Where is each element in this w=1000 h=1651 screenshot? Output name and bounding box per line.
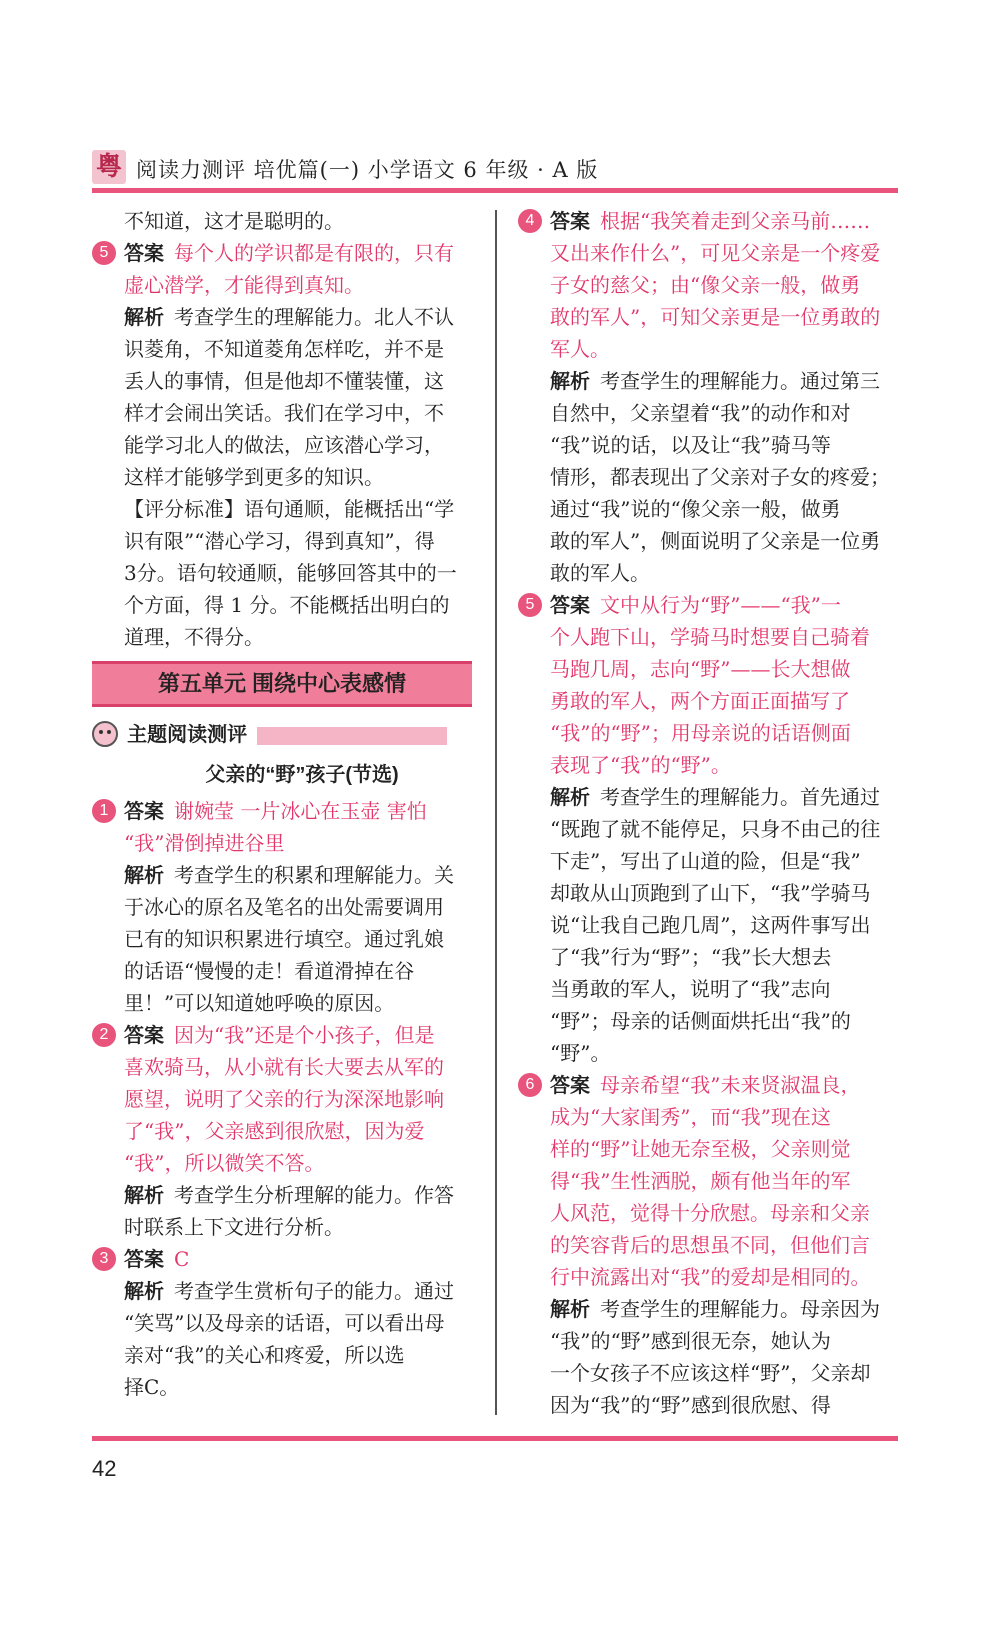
analysis-text: 敢的军人”，侧面说明了父亲是一位勇: [550, 529, 881, 553]
analysis-text: 自然中，父亲望着“我”的动作和对: [550, 401, 851, 425]
answer-line: [518, 205, 900, 237]
answer-text: 军人。: [550, 337, 610, 361]
analysis-label: 解析: [550, 787, 590, 809]
analysis-text: “野”；母亲的话侧面烘托出“我”的: [550, 1009, 851, 1033]
answer-text: C: [174, 1247, 190, 1271]
analysis-text: 时联系上下文进行分析。: [124, 1215, 344, 1239]
question-number-badge: 6: [518, 1073, 542, 1097]
left-column: [92, 205, 472, 1403]
answer-text: 表现了“我”的“野”。: [550, 753, 731, 777]
analysis-text: 考查学生的积累和理解能力。关: [174, 863, 454, 887]
analysis-text: 一个女孩子不应该这样“野”，父亲却: [550, 1361, 871, 1385]
scoring-standard: 识有限”“潜心学习，得到真知”，得: [124, 529, 435, 553]
answer-text: 人风范，觉得十分欣慰。母亲和父亲: [550, 1201, 870, 1225]
analysis-text: 却敢从山顶跑到了山下，“我”学骑马: [550, 881, 871, 905]
analysis-text: “野”。: [550, 1041, 611, 1065]
answer-text: 敢的军人”，可知父亲更是一位勇敢的: [550, 305, 881, 329]
answer-text: 谢婉莹 一片冰心在玉壶 害怕: [174, 799, 427, 823]
analysis-text: “我”的“野”感到很无奈，她认为: [550, 1329, 831, 1353]
analysis-text: 里！”可以知道她呼唤的原因。: [124, 991, 395, 1015]
analysis-text: 因为“我”的“野”感到很欣慰、得: [550, 1393, 831, 1417]
question-number-badge: 2: [92, 1023, 116, 1047]
analysis-label: 解析: [124, 1185, 164, 1207]
answer-text: 又出来作什么”，可见父亲是一个疼爱: [550, 241, 881, 265]
answer-text: 勇敢的军人，两个方面正面描写了: [550, 689, 850, 713]
analysis-text: 考查学生分析理解的能力。作答: [174, 1183, 454, 1207]
analysis-text: 于冰心的原名及笔名的出处需要调用: [124, 895, 444, 919]
analysis-label: 解析: [550, 1299, 590, 1321]
footer-rule: [92, 1436, 898, 1441]
analysis-text: 择C。: [124, 1375, 180, 1399]
question-number-badge: 4: [518, 209, 542, 233]
scoring-standard: 3分。语句较通顺，能够回答其中的一: [124, 561, 457, 585]
answer-line: [92, 237, 472, 269]
header-title: 阅读力测评 培优篇(一) 小学语文 6 年级 · A 版: [136, 158, 599, 182]
text-line: 不知道，这才是聪明的。: [124, 209, 344, 233]
analysis-text: 了“我”行为“野”；“我”长大想去: [550, 945, 832, 969]
answer-line: [92, 1019, 472, 1051]
question-number-badge: 5: [92, 241, 116, 265]
analysis-line: [518, 1293, 900, 1325]
scoring-standard: 道理，不得分。: [124, 625, 264, 649]
analysis-text: 这样才能够学到更多的知识。: [124, 465, 384, 489]
analysis-text: 考查学生的理解能力。通过第三: [600, 369, 880, 393]
answer-text: 虚心潜学，才能得到真知。: [124, 273, 364, 297]
question-number-badge: 1: [92, 799, 116, 823]
answer-text: 了“我”，父亲感到很欣慰，因为爱: [124, 1119, 425, 1143]
analysis-line: [518, 781, 900, 813]
answer-label: 答案: [550, 1075, 590, 1097]
answer-text: 得“我”生性洒脱，颇有他当年的军: [550, 1169, 851, 1193]
analysis-label: 解析: [124, 1281, 164, 1303]
analysis-text: 丢人的事情，但是他却不懂装懂，这: [124, 369, 444, 393]
analysis-label: 解析: [124, 307, 164, 329]
analysis-text: 敢的军人。: [550, 561, 650, 585]
question-number-badge: 5: [518, 593, 542, 617]
section-highlight-bar: [257, 727, 447, 745]
question-number-badge: 3: [92, 1247, 116, 1271]
answer-text: 喜欢骑马，从小就有长大要去从军的: [124, 1055, 444, 1079]
analysis-text: 当勇敢的军人，说明了“我”志向: [550, 977, 831, 1001]
answer-line: [92, 795, 472, 827]
answer-label: 答案: [124, 801, 164, 823]
analysis-text: 识菱角，不知道菱角怎样吃，并不是: [124, 337, 444, 361]
answer-text: 马跑几周，志向“野”——长大想做: [550, 657, 851, 681]
analysis-label: 解析: [550, 371, 590, 393]
answer-text: 子女的慈父；由“像父亲一般，做勇: [550, 273, 861, 297]
section-heading: [92, 715, 472, 755]
reading-mascot-icon: [92, 721, 118, 747]
analysis-line: [518, 365, 900, 397]
analysis-text: 能学习北人的做法，应该潜心学习，: [124, 433, 444, 457]
answer-text: “我”，所以微笑不答。: [124, 1151, 325, 1175]
answer-label: 答案: [550, 595, 590, 617]
answer-text: 愿望，说明了父亲的行为深深地影响: [124, 1087, 444, 1111]
analysis-text: “既跑了就不能停足，只身不由己的往: [550, 817, 881, 841]
answer-text: 的笑容背后的思想虽不同，但他们言: [550, 1233, 870, 1257]
analysis-text: 通过“我”说的“像父亲一般，做勇: [550, 497, 841, 521]
unit-banner: 第五单元 围绕中心表感情: [92, 661, 472, 707]
answer-text: 每个人的学识都是有限的，只有: [174, 241, 454, 265]
answer-text: 根据“我笑着走到父亲马前……: [600, 209, 871, 233]
analysis-text: 下走”，写出了山道的险，但是“我”: [550, 849, 861, 873]
header-rule: [92, 188, 898, 193]
publisher-logo: 粤: [92, 150, 126, 184]
analysis-text: 考查学生赏析句子的能力。通过: [174, 1279, 454, 1303]
analysis-text: 已有的知识积累进行填空。通过乳娘: [124, 927, 444, 951]
right-column: [518, 205, 900, 1421]
analysis-text: 考查学生的理解能力。北人不认: [174, 305, 454, 329]
page-header: [92, 148, 898, 192]
answer-text: 成为“大家闺秀”，而“我”现在这: [550, 1105, 831, 1129]
answer-line: [92, 1243, 472, 1275]
answer-text: 个人跑下山，学骑马时想要自己骑着: [550, 625, 870, 649]
page-number: 42: [92, 1456, 117, 1481]
analysis-line: [92, 1179, 472, 1211]
analysis-text: 情形，都表现出了父亲对子女的疼爱；: [550, 465, 890, 489]
scoring-standard: 个方面，得 1 分。不能概括出明白的: [124, 593, 450, 617]
answer-label: 答案: [124, 1025, 164, 1047]
analysis-label: 解析: [124, 865, 164, 887]
analysis-text: 亲对“我”的关心和疼爱，所以选: [124, 1343, 405, 1367]
answer-text: 行中流露出对“我”的爱却是相同的。: [550, 1265, 871, 1289]
answer-label: 答案: [124, 243, 164, 265]
analysis-text: 的话语“慢慢的走！看道滑掉在谷: [124, 959, 415, 983]
analysis-line: [92, 1275, 472, 1307]
answer-text: 因为“我”还是个小孩子，但是: [174, 1023, 435, 1047]
analysis-text: “我”说的话，以及让“我”骑马等: [550, 433, 831, 457]
article-title: 父亲的“野”孩子(节选): [205, 764, 399, 786]
answer-text: 母亲希望“我”未来贤淑温良，: [600, 1073, 861, 1097]
analysis-text: 考查学生的理解能力。首先通过: [600, 785, 880, 809]
analysis-line: [92, 301, 472, 333]
answer-text: “我”的“野”；用母亲说的话语侧面: [550, 721, 851, 745]
answer-label: 答案: [124, 1249, 164, 1271]
answer-text: 样的“野”让她无奈至极，父亲则觉: [550, 1137, 851, 1161]
answer-text: “我”滑倒掉进谷里: [124, 831, 285, 855]
answer-line: [518, 589, 900, 621]
analysis-text: “笑骂”以及母亲的话语，可以看出母: [124, 1311, 445, 1335]
answer-label: 答案: [550, 211, 590, 233]
answer-text: 文中从行为“野”——“我”一: [600, 593, 841, 617]
scoring-standard: 【评分标准】语句通顺，能概括出“学: [124, 497, 455, 521]
analysis-line: [92, 859, 472, 891]
column-divider: [495, 210, 497, 1415]
section-title: 主题阅读测评: [127, 724, 248, 746]
analysis-text: 说“让我自己跑几周”，这两件事写出: [550, 913, 871, 937]
answer-line: [518, 1069, 900, 1101]
analysis-text: 样才会闹出笑话。我们在学习中，不: [124, 401, 444, 425]
analysis-text: 考查学生的理解能力。母亲因为: [600, 1297, 880, 1321]
